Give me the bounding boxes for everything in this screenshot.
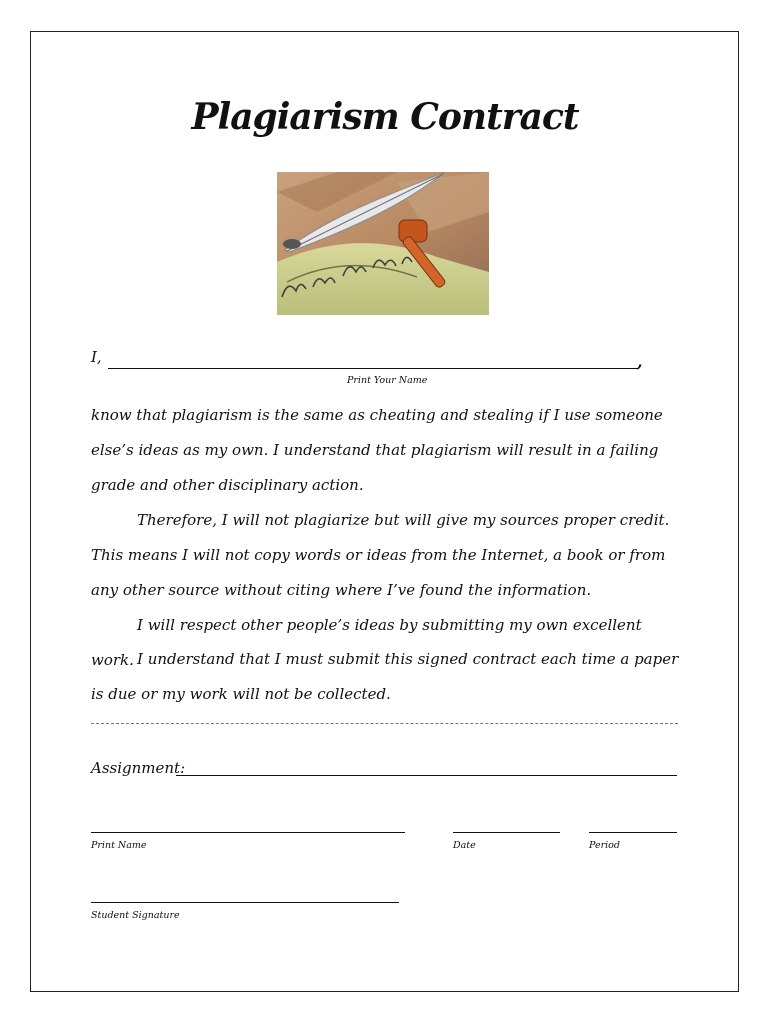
- quill-gavel-illustration: [277, 172, 489, 315]
- paragraph-2: Therefore, I will not plagiarize but will give my sources proper credit. This means I will not copy words or ideas from the Internet, a book or from any other source without citing where I’ve found the information.: [91, 511, 670, 599]
- name-prefix: I,: [91, 348, 102, 366]
- paragraph-4: I understand that I must submit this signed contract each time a paper is due or my work will not be collected.: [91, 650, 679, 703]
- student-signature-caption: Student Signature: [91, 910, 180, 921]
- print-your-name-field[interactable]: [108, 368, 638, 369]
- date-caption: Date: [453, 840, 476, 851]
- print-your-name-caption: Print Your Name: [347, 375, 428, 386]
- divider: [91, 723, 678, 724]
- assignment-field[interactable]: [176, 775, 677, 776]
- print-name-field[interactable]: [91, 832, 405, 833]
- print-name-caption: Print Name: [91, 840, 147, 851]
- period-field[interactable]: [589, 832, 677, 833]
- paragraph-3: I will respect other people’s ideas by submitting my own excellent work.: [91, 616, 642, 669]
- name-comma: ,: [637, 352, 643, 371]
- paragraph-1: know that plagiarism is the same as cheating and stealing if I use someone else’s ideas as my own. I understand that plagiarism will result in a failing grade and other disciplinary action.: [91, 406, 663, 494]
- student-signature-field[interactable]: [91, 902, 399, 903]
- period-caption: Period: [589, 840, 620, 851]
- date-field[interactable]: [453, 832, 560, 833]
- page-title: Plagiarism Contract: [191, 96, 579, 138]
- assignment-label: Assignment:: [91, 759, 186, 777]
